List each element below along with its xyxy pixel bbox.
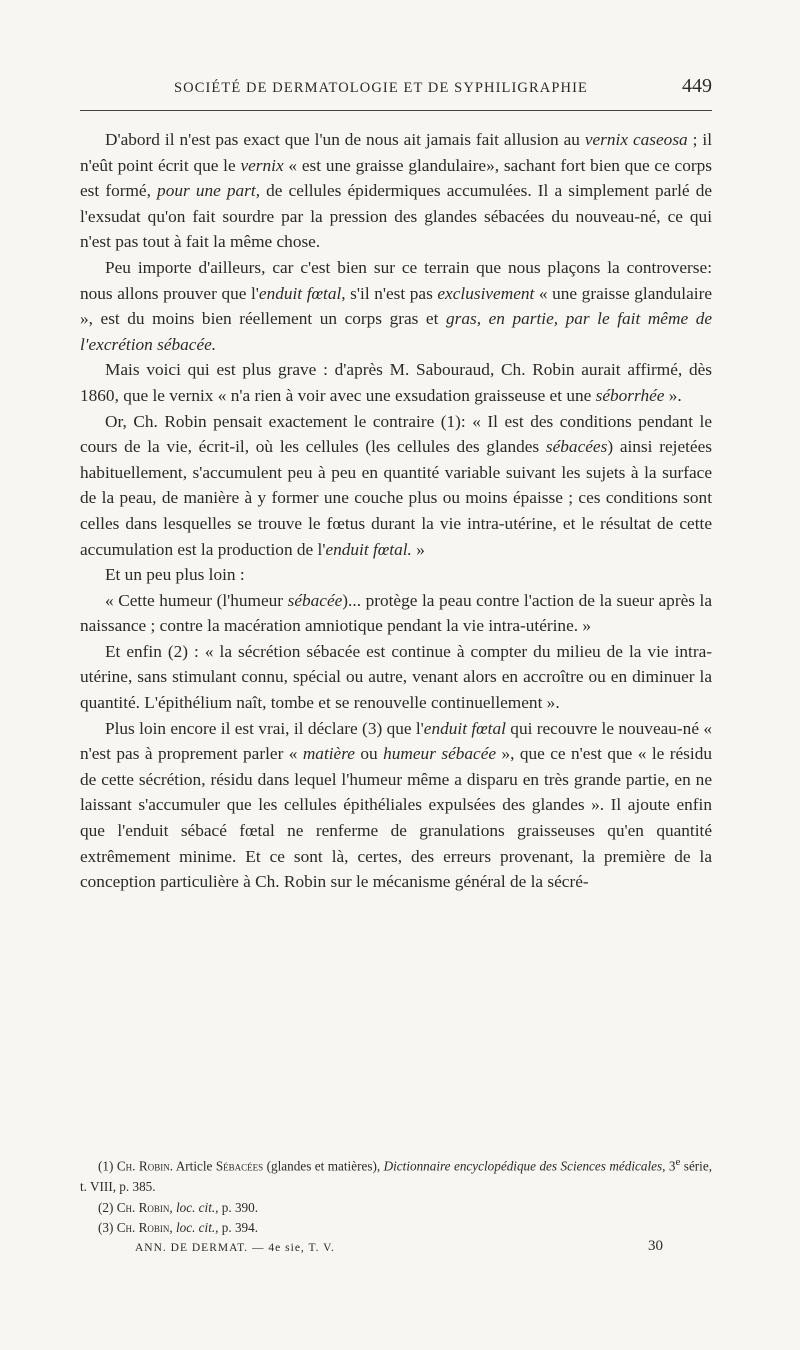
italic-text: enduit fœtal [423,718,506,738]
italic-text: enduit fœtal. [325,539,412,559]
paragraph [80,127,712,255]
text-run: Et enfin (2) : « la sécrétion sébacée est continue à compter du milieu de la vie intra-utérine, sans stimulant connu, spécial ou autre, venant alors en accroître ou en diminuer la quantité. L'épithélium naît, tombe et se renouvelle continuellement ». [80,641,712,713]
text-run: )... protège la peau contre l'action de la sueur après la naissance ; contre la macération amniotique pendant la vie intra-utérine. » [80,590,713,636]
footnote-3-author: Ch. Robin, [116,1220,173,1236]
italic-text: enduit fœtal, [258,283,346,303]
text-run: de cellules épidermiques accumulées. Il a simplement parlé de l'exsudat qu'on fait sourdre par la pression des glandes sébacées du nouveau-né, ce qui n'est pas tout à fait la même chose. [80,181,713,252]
running-title: SOCIÉTÉ DE DERMATOLOGIE ET DE SYPHILIGRAPHIE [174,80,588,96]
italic-text: sébacées [545,437,608,457]
footnote-1 [80,1152,712,1198]
text-run: » [411,539,425,559]
text-run: Et un peu plus loin : [105,565,245,585]
running-header [80,75,712,102]
footnote-1-text4: série, t. VIII, p. 385. [80,1158,713,1194]
footnote-1-text3: , 3 [662,1158,676,1174]
italic-text: exclusivement [437,283,535,303]
text-run: Or, Ch. Robin pensait exactement le contraire (1): « Il est des conditions pendant le cours de la vie, écrit-il, où les cellules (les cellules des glandes [80,411,712,457]
text-run: », que ce n'est que « le résidu de cette sécrétion, résidu dans lequel l'humeur même a disparu en très grande partie, en ne laissant s'accumuler que les cellules épithéliales expulsées des glandes ». Il ajoute enfin que l'enduit sébacé fœtal ne renferme de granulations graisseuses qu'en quantité extrêmement minime. Et ce sont là, certes, des erreurs provenant, la première de la conception particulière à Ch. Robin sur le mécanisme général de la sécré- [80,744,712,892]
text-run: s'il n'est pas [345,283,438,303]
footnote-3-loc: loc. cit., [175,1220,219,1236]
footnote-1-sup: e [675,1156,681,1168]
footnote-1-text: Article [173,1158,216,1174]
footnote-3 [80,1218,712,1239]
paragraph [80,255,712,357]
footnotes [80,1152,712,1239]
text-run: ». [664,385,682,405]
text-run: Peu importe d'ailleurs, car c'est bien sur ce terrain que nous plaçons la controverse: nous allons prouver que l' [80,257,712,303]
text-run: Plus loin encore il est vrai, il déclare (3) que l' [105,718,424,738]
text-run: D'abord il n'est pas exact que l'un de nous ait jamais fait allusion au [105,130,585,149]
paragraph [80,357,712,408]
italic-text: gras, en partie, par le fait même de l'excrétion sébacée. [80,309,712,354]
footnote-2-page: p. 390. [218,1199,259,1215]
body-text [80,127,712,895]
text-run: « Cette humeur (l'humeur [105,590,288,610]
paragraph [80,588,712,639]
italic-text: matière [302,744,355,764]
italic-text: vernix [240,155,284,175]
footnote-2-mark: (2) [98,1199,114,1215]
footnote-2 [80,1198,712,1219]
page-number: 449 [682,75,712,97]
footnote-2-loc: loc. cit., [175,1199,219,1215]
text-run: ) ainsi rejetées habituellement, s'accumulent peu à peu en quantité variable suivant les sujets à la surface de la peau, de manière à y former une couche plus ou moins épaisse ; ces conditions sont celles dans lesquelles se trouve le fœtus durant la vie intra-utérine, et le résultat de cette accumulation est la production de l' [80,437,712,559]
text-run: « est une graisse glandulaire», sachant fort bien que ce corps est formé, [80,155,712,201]
footnote-3-mark: (3) [98,1220,114,1236]
footnote-3-page: p. 394. [218,1220,259,1236]
paragraph [80,716,712,895]
text-run: qui recouvre le nouveau-né « n'est pas à proprement parler « [80,718,712,764]
italic-text: séborrhée [595,385,665,405]
footnote-1-work: Dictionnaire encyclopédique des Sciences médicales [383,1158,663,1174]
text-run: « une graisse glandulaire », est du moins bien réellement un corps gras et [80,283,712,329]
footnote-1-entry: Sébacées [215,1158,264,1174]
text-run: ; il n'eût point écrit que le [80,130,712,175]
header-rule [80,110,712,111]
italic-text: vernix caseosa [584,130,688,149]
paragraph [80,409,712,563]
paragraph [80,639,712,716]
signature-number: 30 [648,1238,663,1254]
footnote-2-author: Ch. Robin, [116,1199,173,1215]
footnote-1-mark: (1) [98,1158,114,1174]
italic-text: humeur sébacée [383,744,497,764]
signature-left: ANN. DE DERMAT. — 4e sie, T. V. [135,1242,335,1254]
text-run: Mais voici qui est plus grave : d'après M. Sabouraud, Ch. Robin aurait affirmé, dès 1860, que le vernix « n'a rien à voir avec une exsudation graisseuse et une [80,360,712,405]
italic-text: sébacée [287,590,343,610]
footnote-1-text2: (glandes et matières), [263,1158,384,1174]
paragraph [80,562,712,588]
signature-line [80,1238,712,1260]
footnote-1-author: Ch. Robin. [116,1158,174,1174]
italic-text: pour une part, [157,181,261,201]
text-run: ou [354,744,384,764]
